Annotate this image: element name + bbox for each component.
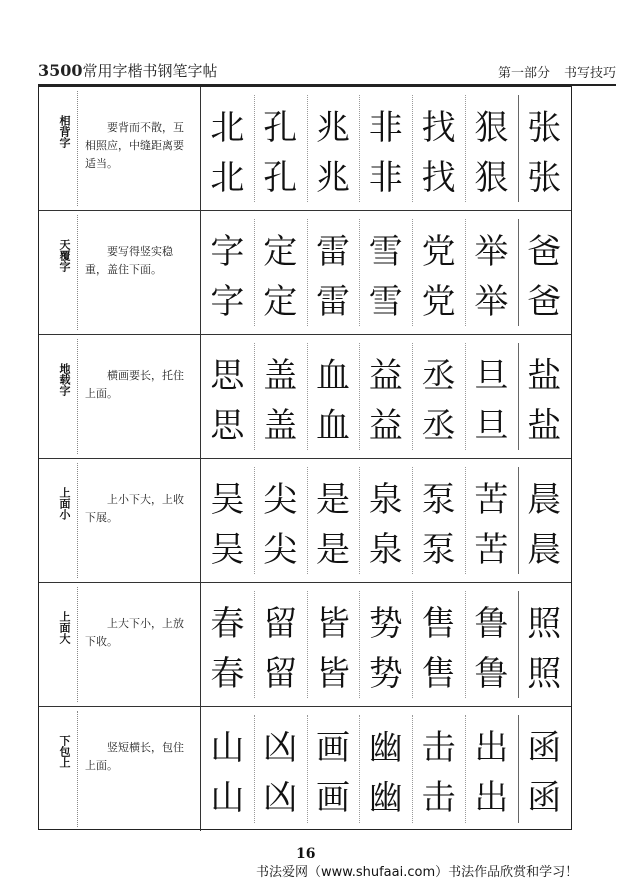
model-character: 是 xyxy=(316,479,350,520)
model-character: 定 xyxy=(263,231,298,272)
model-character: 幽 xyxy=(368,727,403,768)
model-character: 击 xyxy=(421,727,456,768)
practice-character: 找 xyxy=(421,157,456,198)
model-character: 晨 xyxy=(527,479,562,520)
practice-character: 爸 xyxy=(527,281,562,322)
practice-character: 旦 xyxy=(474,405,509,446)
practice-character: 血 xyxy=(316,405,350,446)
model-character: 凶 xyxy=(263,727,298,768)
model-character: 丞 xyxy=(421,355,456,396)
model-character: 泵 xyxy=(421,479,456,520)
model-character: 苦 xyxy=(474,479,509,520)
model-character: 血 xyxy=(316,355,350,396)
model-character: 雪 xyxy=(368,231,403,272)
model-character: 党 xyxy=(421,231,456,272)
rule-description: 上大下小，上放下收。 xyxy=(85,617,184,648)
rule-description: 要写得竖实稳重，盖住下面。 xyxy=(85,245,173,276)
model-character: 旦 xyxy=(474,355,509,396)
practice-character: 张 xyxy=(527,157,562,198)
practice-character: 狠 xyxy=(474,157,509,198)
practice-row xyxy=(39,459,571,583)
practice-character: 孔 xyxy=(263,157,298,198)
practice-character: 非 xyxy=(368,157,403,198)
practice-character: 画 xyxy=(316,777,350,818)
practice-character: 益 xyxy=(368,405,403,446)
model-character: 售 xyxy=(421,603,456,644)
model-character: 找 xyxy=(421,107,456,148)
practice-character: 势 xyxy=(368,653,403,694)
practice-character: 幽 xyxy=(368,777,403,818)
book-title-text: 常用字楷书钢笔字帖 xyxy=(82,62,218,80)
model-character: 北 xyxy=(210,107,245,148)
practice-row xyxy=(39,335,571,459)
rule-description: 上小下大，上收下展。 xyxy=(85,493,184,524)
model-character: 皆 xyxy=(316,603,350,644)
practice-character: 泵 xyxy=(421,529,456,570)
practice-character: 思 xyxy=(210,405,245,446)
practice-character: 北 xyxy=(210,157,245,198)
practice-row xyxy=(39,87,571,211)
book-number: 3500 xyxy=(38,61,83,80)
practice-character: 泉 xyxy=(368,529,403,570)
model-character: 非 xyxy=(368,107,403,148)
model-character: 鲁 xyxy=(474,603,509,644)
practice-character: 字 xyxy=(210,281,245,322)
practice-character: 是 xyxy=(316,529,350,570)
practice-character: 出 xyxy=(474,777,509,818)
rule-divider xyxy=(77,215,78,330)
page-number: 16 xyxy=(296,846,316,862)
practice-character: 留 xyxy=(263,653,298,694)
model-character: 爸 xyxy=(527,231,562,272)
part-label: 第一部分 xyxy=(497,66,550,81)
model-character: 盖 xyxy=(263,355,298,396)
model-character: 字 xyxy=(210,231,245,272)
rule-column xyxy=(39,211,201,334)
model-character: 泉 xyxy=(368,479,403,520)
rule-divider xyxy=(77,587,78,702)
practice-character: 盐 xyxy=(527,405,562,446)
footer-watermark: 书法爱网（www.shufaai.com）书法作品欣赏和学习！ xyxy=(256,865,579,880)
practice-row xyxy=(39,211,571,335)
model-character: 狠 xyxy=(474,107,509,148)
rule-divider xyxy=(77,91,78,206)
character-grid xyxy=(201,583,571,706)
character-grid xyxy=(201,707,571,831)
model-character: 势 xyxy=(368,603,403,644)
practice-character: 盖 xyxy=(263,405,298,446)
rule-divider xyxy=(77,463,78,578)
model-character: 尖 xyxy=(263,479,298,520)
practice-character: 举 xyxy=(474,281,509,322)
model-character: 举 xyxy=(474,231,509,272)
structure-category: 下包上 xyxy=(58,735,71,768)
rule-column xyxy=(39,87,201,210)
rule-column xyxy=(39,335,201,458)
practice-character: 苦 xyxy=(474,529,509,570)
practice-character: 吴 xyxy=(210,529,245,570)
rule-description: 横画要长，托住上面。 xyxy=(85,369,184,400)
model-character: 孔 xyxy=(263,107,298,148)
practice-row xyxy=(39,707,571,831)
character-grid xyxy=(201,459,571,582)
model-character: 画 xyxy=(316,727,350,768)
rule-column xyxy=(39,707,201,831)
practice-character: 尖 xyxy=(263,529,298,570)
model-character: 思 xyxy=(210,355,245,396)
rule-column xyxy=(39,459,201,582)
practice-character: 鲁 xyxy=(474,653,509,694)
model-character: 照 xyxy=(527,603,562,644)
practice-character: 春 xyxy=(210,653,245,694)
practice-row xyxy=(39,583,571,707)
practice-character: 击 xyxy=(421,777,456,818)
model-character: 山 xyxy=(210,727,245,768)
character-grid xyxy=(201,87,571,210)
practice-character: 党 xyxy=(421,281,456,322)
practice-character: 丞 xyxy=(421,405,456,446)
model-character: 盐 xyxy=(527,355,562,396)
rule-divider xyxy=(77,339,78,454)
page-header xyxy=(38,58,616,86)
character-grid xyxy=(201,335,571,458)
structure-category: 相背字 xyxy=(58,115,71,148)
model-character: 春 xyxy=(210,603,245,644)
model-character: 出 xyxy=(474,727,509,768)
practice-character: 雪 xyxy=(368,281,403,322)
section-label: 书写技巧 xyxy=(563,66,616,81)
rule-column xyxy=(39,583,201,706)
model-character: 函 xyxy=(527,727,562,768)
section-heading xyxy=(484,62,616,81)
structure-category: 天覆字 xyxy=(58,239,71,272)
practice-character: 凶 xyxy=(263,777,298,818)
practice-character: 皆 xyxy=(316,653,350,694)
model-character: 张 xyxy=(527,107,562,148)
model-character: 留 xyxy=(263,603,298,644)
practice-character: 函 xyxy=(527,777,562,818)
practice-character: 售 xyxy=(421,653,456,694)
practice-sheet xyxy=(38,86,572,830)
practice-character: 兆 xyxy=(316,157,350,198)
structure-category: 地载字 xyxy=(58,363,71,396)
structure-category: 上面大 xyxy=(58,611,71,644)
character-grid xyxy=(201,211,571,334)
rule-divider xyxy=(77,711,78,827)
rule-description: 要背而不散，互相照应，中缝距离要适当。 xyxy=(85,121,184,170)
practice-character: 定 xyxy=(263,281,298,322)
practice-character: 照 xyxy=(527,653,562,694)
practice-character: 晨 xyxy=(527,529,562,570)
model-character: 雷 xyxy=(316,231,350,272)
model-character: 吴 xyxy=(210,479,245,520)
practice-character: 雷 xyxy=(316,281,350,322)
model-character: 益 xyxy=(368,355,403,396)
book-title xyxy=(38,60,218,81)
rule-description: 竖短横长，包住上面。 xyxy=(85,741,184,772)
model-character: 兆 xyxy=(316,107,350,148)
practice-character: 山 xyxy=(210,777,245,818)
structure-category: 上面小 xyxy=(58,487,71,520)
